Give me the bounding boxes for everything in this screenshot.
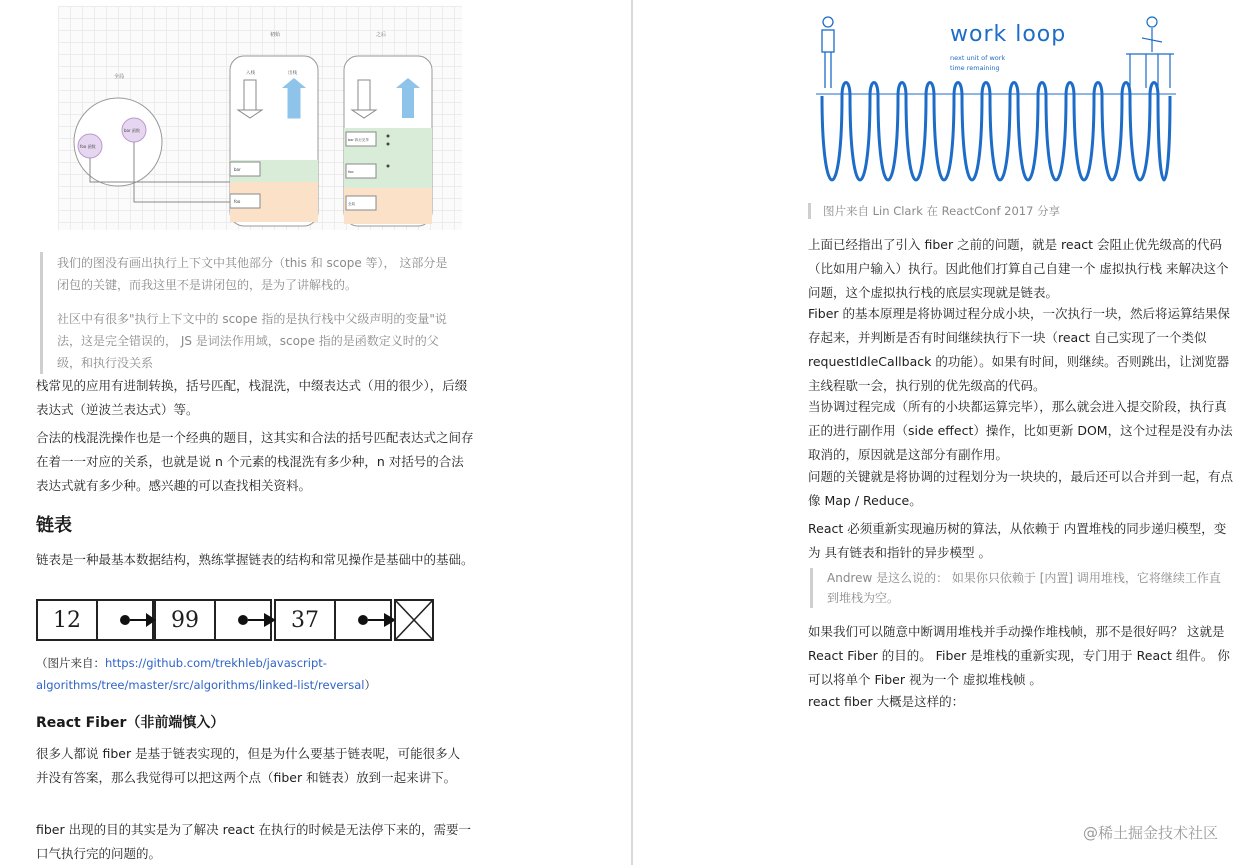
person-left-icon (822, 17, 834, 88)
linked-list-heading: 链表 (36, 515, 72, 536)
null-node (394, 599, 434, 641)
node-value: 99 (156, 601, 216, 639)
fiber-purpose-paragraph: fiber 出现的目的其实是为了解决 react 在执行的时候是无法停下来的，需要一口气执行完的问题的。 (36, 822, 472, 861)
caption-prefix: （图片来自： (36, 656, 105, 670)
linked-list-intro: 链表是一种最基本数据结构，熟练掌握链表的结构和常见操作是基础中的基础。 (36, 552, 474, 567)
arrow-right-icon (146, 613, 156, 627)
diagram-bubble1: foo 函数 (80, 144, 96, 149)
caption-suffix: ） (364, 678, 376, 692)
work-loop-sub1: next unit of work (950, 54, 1006, 62)
diagram-row1: bar (234, 167, 241, 172)
page-divider (631, 0, 633, 865)
right-page (636, 0, 1240, 865)
diagram-small2: foo (348, 170, 354, 174)
quote-paragraph-2: 社区中有很多"执行上下文中的 scope 指的是执行栈中父级声明的变量"说法，这是完全错误的， JS 是词法作用域，scope 指的是函数定义时的父级，和执行没关系 (57, 312, 447, 370)
work-loop-illustration (816, 8, 1176, 198)
react-fiber-heading: React Fiber（非前端慎入） (36, 715, 225, 731)
execution-stack-svg (58, 6, 462, 230)
linked-list-caption (36, 652, 476, 696)
work-loop-wave (822, 83, 1170, 181)
caption-source-link[interactable]: https://github.com/trekhleb/javascript-algorithms/tree/master/src/algorithms/linked-list/reversal (36, 656, 365, 692)
diagram-bubble2: bar 函数 (124, 128, 140, 133)
work-loop-caption: 图片来自 Lin Clark 在 ReactConf 2017 分享 (808, 203, 1060, 219)
diagram-small3: 全局 (348, 202, 355, 206)
person-at-desk-icon (1126, 17, 1174, 88)
stack-frame-paragraph: 如果我们可以随意中断调用堆栈并手动操作堆栈帧，那不是很好吗？ 这就是 React Fiber 的目的。 Fiber 是堆栈的重新实现，专门用于 React 组件。 你可以将单个 Fiber 视为一个 虚拟堆栈帧 。 (808, 624, 1230, 687)
algorithm-paragraph: React 必须重新实现遍历树的算法，从依赖于 内置堆栈的同步递归模型，变为 具有链表和指针的异步模型 。 (808, 521, 1227, 560)
list-arrows (36, 599, 436, 641)
diagram-row2: foo (234, 199, 241, 204)
work-loop-title: work loop (950, 22, 1067, 47)
diagram-label-top2: 之后 (376, 32, 387, 38)
diagram-col1: 入栈 (246, 71, 255, 76)
linked-list-figure (36, 599, 436, 641)
commit-phase-paragraph: 当协调过程完成（所有的小块都运算完毕），那么就会进入提交阶段，执行真正的进行副作用（side effect）操作，比如更新 DOM，这个过程是没有办法取消的，原因就是这部分有副作用。 (808, 399, 1233, 462)
diagram-small1: bar 执行完毕 (348, 138, 369, 142)
node-value: 12 (38, 601, 98, 639)
site-watermark: @稀土掘金技术社区 (1082, 824, 1218, 842)
fiber-principle-paragraph: Fiber 的基本原理是将协调过程分成小块，一次执行一块，然后将运算结果保存起来，并判断是否有时间继续执行下一块（react 自己实现了一个类似 requestIdleCallback 的功能）。如果有时间，则继续。否则跳出，让浏览器主线程歇一会，执行别的优先级高的代码。 (808, 306, 1230, 393)
stack-usage-paragraph: 栈常见的应用有进制转换，括号匹配，栈混洗，中缀表达式（用的很少），后缀表达式（逆波兰表达式）等。 (36, 378, 468, 417)
null-cross-icon (396, 601, 432, 639)
diagram-col2: 出栈 (288, 71, 297, 76)
diagram-label-circle: 全局 (114, 74, 125, 80)
fiber-problem-paragraph: 上面已经指出了引入 fiber 之前的问题，就是 react 会阻止优先级高的代码（比如用户输入）执行。因此他们打算自己自建一个 虚拟执行栈 来解决这个问题，这个虚拟执行栈的底层实现就是链表。 (808, 237, 1229, 300)
node-value: 37 (276, 601, 336, 639)
map-reduce-paragraph: 问题的关键就是将协调的过程划分为一块块的，最后还可以合并到一起，有点像 Map / Reduce。 (808, 469, 1234, 508)
quote-paragraph-1: 我们的图没有画出执行上下文中其他部分（this 和 scope 等）， 这部分是闭包的关键，而我这里不是讲闭包的，是为了讲解栈的。 (57, 256, 448, 292)
arrow-right-icon (264, 613, 276, 627)
fiber-linked-list-paragraph: 很多人都说 fiber 是基于链表实现的，但是为什么要基于链表呢，可能很多人并没有答案，那么我觉得可以把这两个点（fiber 和链表）放到一起来讲下。 (36, 746, 461, 785)
fiber-shape-paragraph: react fiber 大概是这样的： (808, 694, 965, 709)
andrew-quote: Andrew 是这么说的： 如果你只依赖于 [内置] 调用堆栈，它将继续工作直到堆栈为空。 (810, 568, 1230, 608)
execution-stack-diagram (58, 6, 462, 230)
stack-shuffle-paragraph: 合法的栈混洗操作也是一个经典的题目，这其实和合法的括号匹配表达式之间存在着一一对应的关系，也就是说 n 个元素的栈混洗有多少种，n 对括号的合法表达式就有多少种。感兴趣的可以查找相关资料。 (36, 430, 474, 493)
work-loop-sub2: time remaining (950, 64, 1000, 72)
execution-context-quote (40, 252, 452, 374)
diagram-label-top1: 初始 (270, 32, 281, 38)
